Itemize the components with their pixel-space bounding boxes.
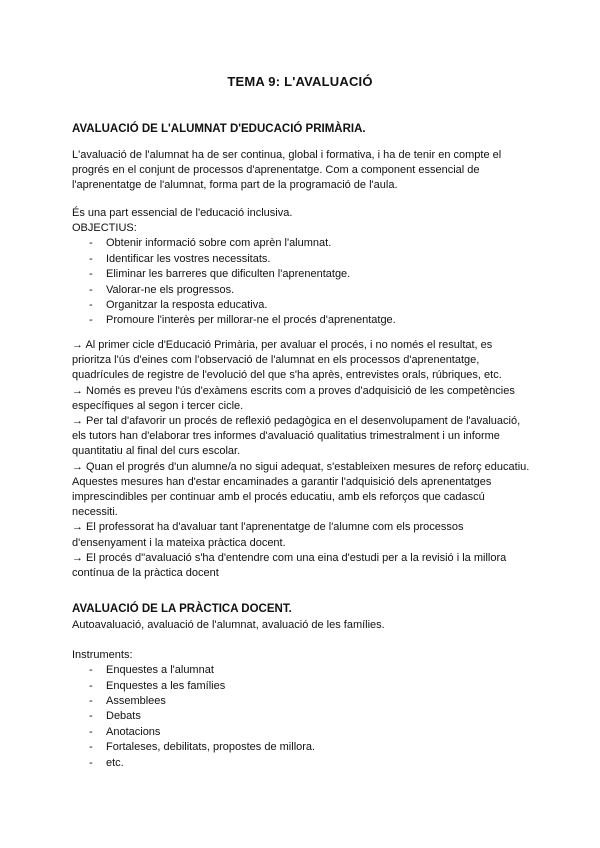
section1-heading: AVALUACIÓ DE L'ALUMNAT D'EDUCACIÓ PRIMÀRIA. [72, 123, 366, 135]
point-paragraph: → El procés d''avaluació s'ha d'entendre com una eina d'estudi per a la revisió i la millora contínua de la pràctica docent [72, 551, 507, 580]
instruments-block [72, 648, 532, 771]
list-item: - Valorar-ne els progressos. [72, 283, 532, 298]
list-item: - Assemblees [72, 694, 532, 709]
point-paragraph: → Per tal d'afavorir un procés de reflexió pedagògica en el desenvolupament de l'avaluació, els tutors han d'elaborar tres informes d'avaluació qualitatius trimestralment i un informe quantitatiu al final del curs escolar. [72, 415, 521, 458]
list-item: - Promoure l'interès per millorar-ne el procés d'aprenentatge. [72, 313, 532, 328]
page-title: TEMA 9: L'AVALUACIÓ [227, 74, 373, 89]
section2-heading: AVALUACIÓ DE LA PRÀCTICA DOCENT. [72, 603, 292, 615]
list-item: - Obtenir informació sobre com aprèn l'alumnat. [72, 236, 532, 251]
point-paragraph: → Al primer cicle d'Educació Primària, per avaluar el procés, i no només el resultat, es prioritza l'ús d'eines com l'observació de l'alumnat en els processos d'aprenentatge, quadrícules de registre de l'evolució del que s'ha après, entrevistes orals, rúbriques, etc. [72, 339, 502, 382]
list-item: - Anotacions [72, 725, 532, 740]
instruments-label: Instruments: [72, 649, 133, 661]
list-item: - Organitzar la resposta educativa. [72, 298, 532, 313]
list-item: - Enquestes a l'alumnat [72, 663, 532, 678]
points-block [72, 338, 532, 581]
list-item: - Enquestes a les famílies [72, 679, 532, 694]
list-item: - Eliminar les barreres que dificulten l'aprenentatge. [72, 267, 532, 282]
point-paragraph: → Quan el progrés d'un alumne/a no sigui adequat, s'estableixen mesures de reforç educatiu. Aquestes mesures han d'estar encaminades a garantir l'adquisició dels aprenentatges imprescindibles per continuar amb el procés educatiu, amb els reforços que cadascú necessiti. [72, 460, 530, 519]
point-paragraph: → Només es preveu l'ús d'exàmens escrits com a proves d'adquisició de les competències específiques al segon i tercer cicle. [72, 384, 515, 412]
section2-subtitle: Autoavaluació, avaluació de l'alumnat, avaluació de les famílies. [72, 619, 385, 631]
list-item: - Identificar les vostres necessitats. [72, 252, 532, 267]
inclusive-line: És una part essencial de l'educació inclusiva. [72, 207, 293, 219]
list-item: - Debats [72, 709, 532, 724]
point-paragraph: → El professorat ha d'avaluar tant l'aprenentatge de l'alumne com els processos d'ensenyament i la mateixa pràctica docent. [72, 521, 464, 549]
instruments-list [72, 663, 532, 771]
intro-paragraph: L'avaluació de l'alumnat ha de ser continua, global i formativa, i ha de tenir en compte el progrés en el conjunt de processos d'aprenentatge. Com a component essencial de l'aprenentatge de l'alumnat, forma part de la programació de l'aula. [72, 149, 502, 192]
list-item: - etc. [72, 756, 532, 771]
objectives-list [72, 236, 532, 328]
list-item: - Fortaleses, debilitats, propostes de millora. [72, 740, 532, 755]
objectives-label: OBJECTIUS: [72, 222, 137, 235]
section1-intro [72, 148, 532, 194]
objectives-block [72, 206, 532, 329]
